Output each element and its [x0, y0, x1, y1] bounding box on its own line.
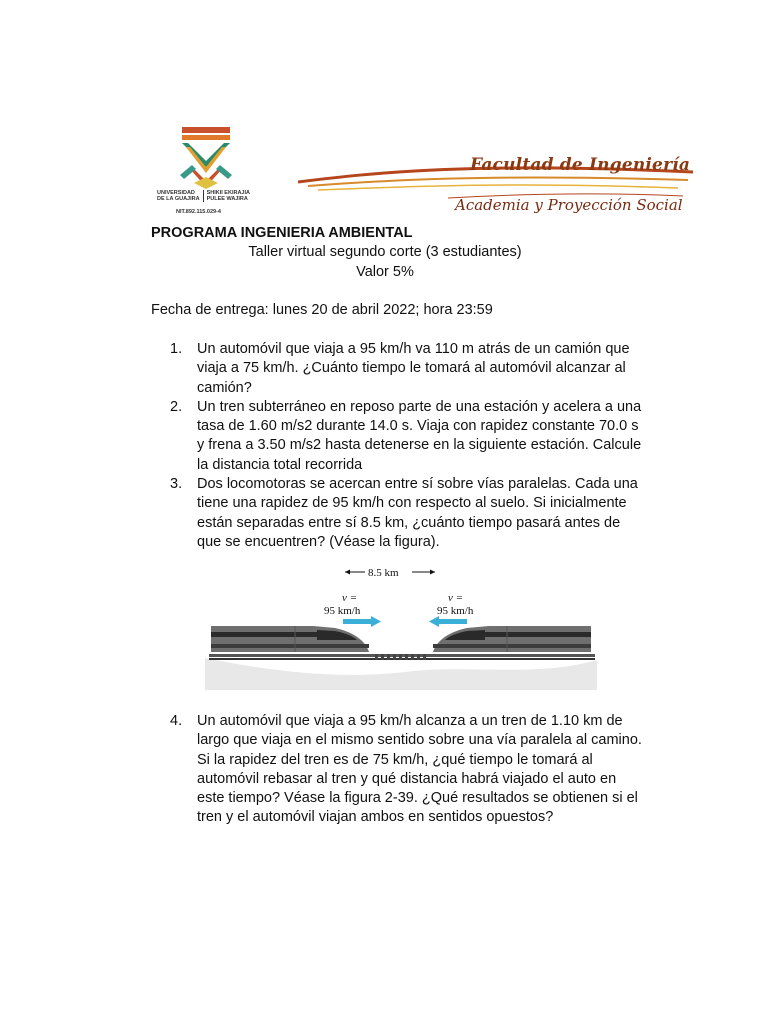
question-3: [170, 475, 660, 552]
question-1: [170, 340, 660, 398]
question-line: tiene una rapidez de 95 km/h con respecto al suelo. Si inicialmente: [197, 495, 627, 512]
workshop-subtitle: Taller virtual segundo corte (3 estudiantes): [248, 244, 522, 260]
distance-label: 8.5 km: [368, 567, 399, 579]
right-train: [433, 626, 591, 652]
question-line: y frena a 3.50 m/s2 hasta detenerse en la siguiente estación. Calcule: [197, 437, 642, 454]
question-line: Dos locomotoras se acercan entre sí sobre vías paralelas. Cada una: [197, 476, 638, 493]
question-number: 1.: [170, 341, 183, 357]
velocity-arrow-left: [343, 619, 371, 624]
locomotives-figure: [205, 560, 597, 690]
question-number: 3.: [170, 476, 183, 493]
question-2: [170, 398, 660, 475]
question-line: largo que viaja en el mismo sentido sobre una vía paralela al camino.: [197, 732, 642, 749]
question-4: [170, 712, 660, 828]
v-label-left: v =: [342, 592, 358, 604]
question-line: la distancia total recorrida: [197, 456, 363, 473]
university-name: UNIVERSIDAD DE LA GUAJIRA SHIKII EKIRAJIA PULEE WAJIRA: [157, 190, 250, 202]
question-line: automóvil rebasar al tren y qué distancia habrá viajado el auto en: [197, 770, 617, 787]
question-line: están separadas entre sí 8.5 km, ¿cuánto tiempo pasará antes de: [197, 514, 621, 531]
question-list: [170, 340, 660, 552]
question-line: Un tren subterráneo en reposo parte de una estación y acelera a una: [197, 398, 642, 415]
left-train: [211, 626, 369, 652]
university-logo: [152, 125, 262, 220]
faculty-title: Facultad de Ingeniería: [470, 155, 691, 175]
question-line: este tiempo? Véase la figura 2-39. ¿Qué resultados se obtienen si el: [197, 790, 638, 807]
university-nit: NIT.892.115.029-4: [176, 209, 221, 215]
value-line: Valor 5%: [356, 264, 414, 280]
question-line: Un automóvil que viaja a 95 km/h va 110 m atrás de un camión que: [197, 341, 630, 357]
question-number: 2.: [170, 398, 183, 415]
speed-label-left: 95 km/h: [324, 605, 361, 617]
v-label-right: v =: [448, 592, 464, 604]
faculty-subtitle: Academia y Proyección Social: [455, 196, 683, 214]
question-line: tren y el automóvil viajan ambos en sentidos opuestos?: [197, 809, 554, 826]
question-line: tasa de 1.60 m/s2 durante 14.0 s. Viaja con rapidez constante 70.0 s: [197, 418, 639, 435]
question-number: 4.: [170, 713, 183, 729]
question-line: que se encuentren? (Véase la figura).: [197, 533, 440, 550]
question-line: Un automóvil que viaja a 95 km/h alcanza a un tren de 1.10 km de: [197, 713, 623, 729]
program-heading: PROGRAMA INGENIERIA AMBIENTAL: [151, 225, 413, 241]
question-line: Si la rapidez del tren es de 75 km/h, ¿qué tiempo le tomará al: [197, 751, 593, 768]
question-line: camión?: [197, 379, 252, 396]
question-line: viaja a 75 km/h. ¿Cuánto tiempo le tomará al automóvil alcanzar al: [197, 360, 626, 377]
due-date: Fecha de entrega: lunes 20 de abril 2022; hora 23:59: [151, 302, 493, 318]
velocity-arrow-right: [439, 619, 467, 624]
speed-label-right: 95 km/h: [437, 605, 474, 617]
